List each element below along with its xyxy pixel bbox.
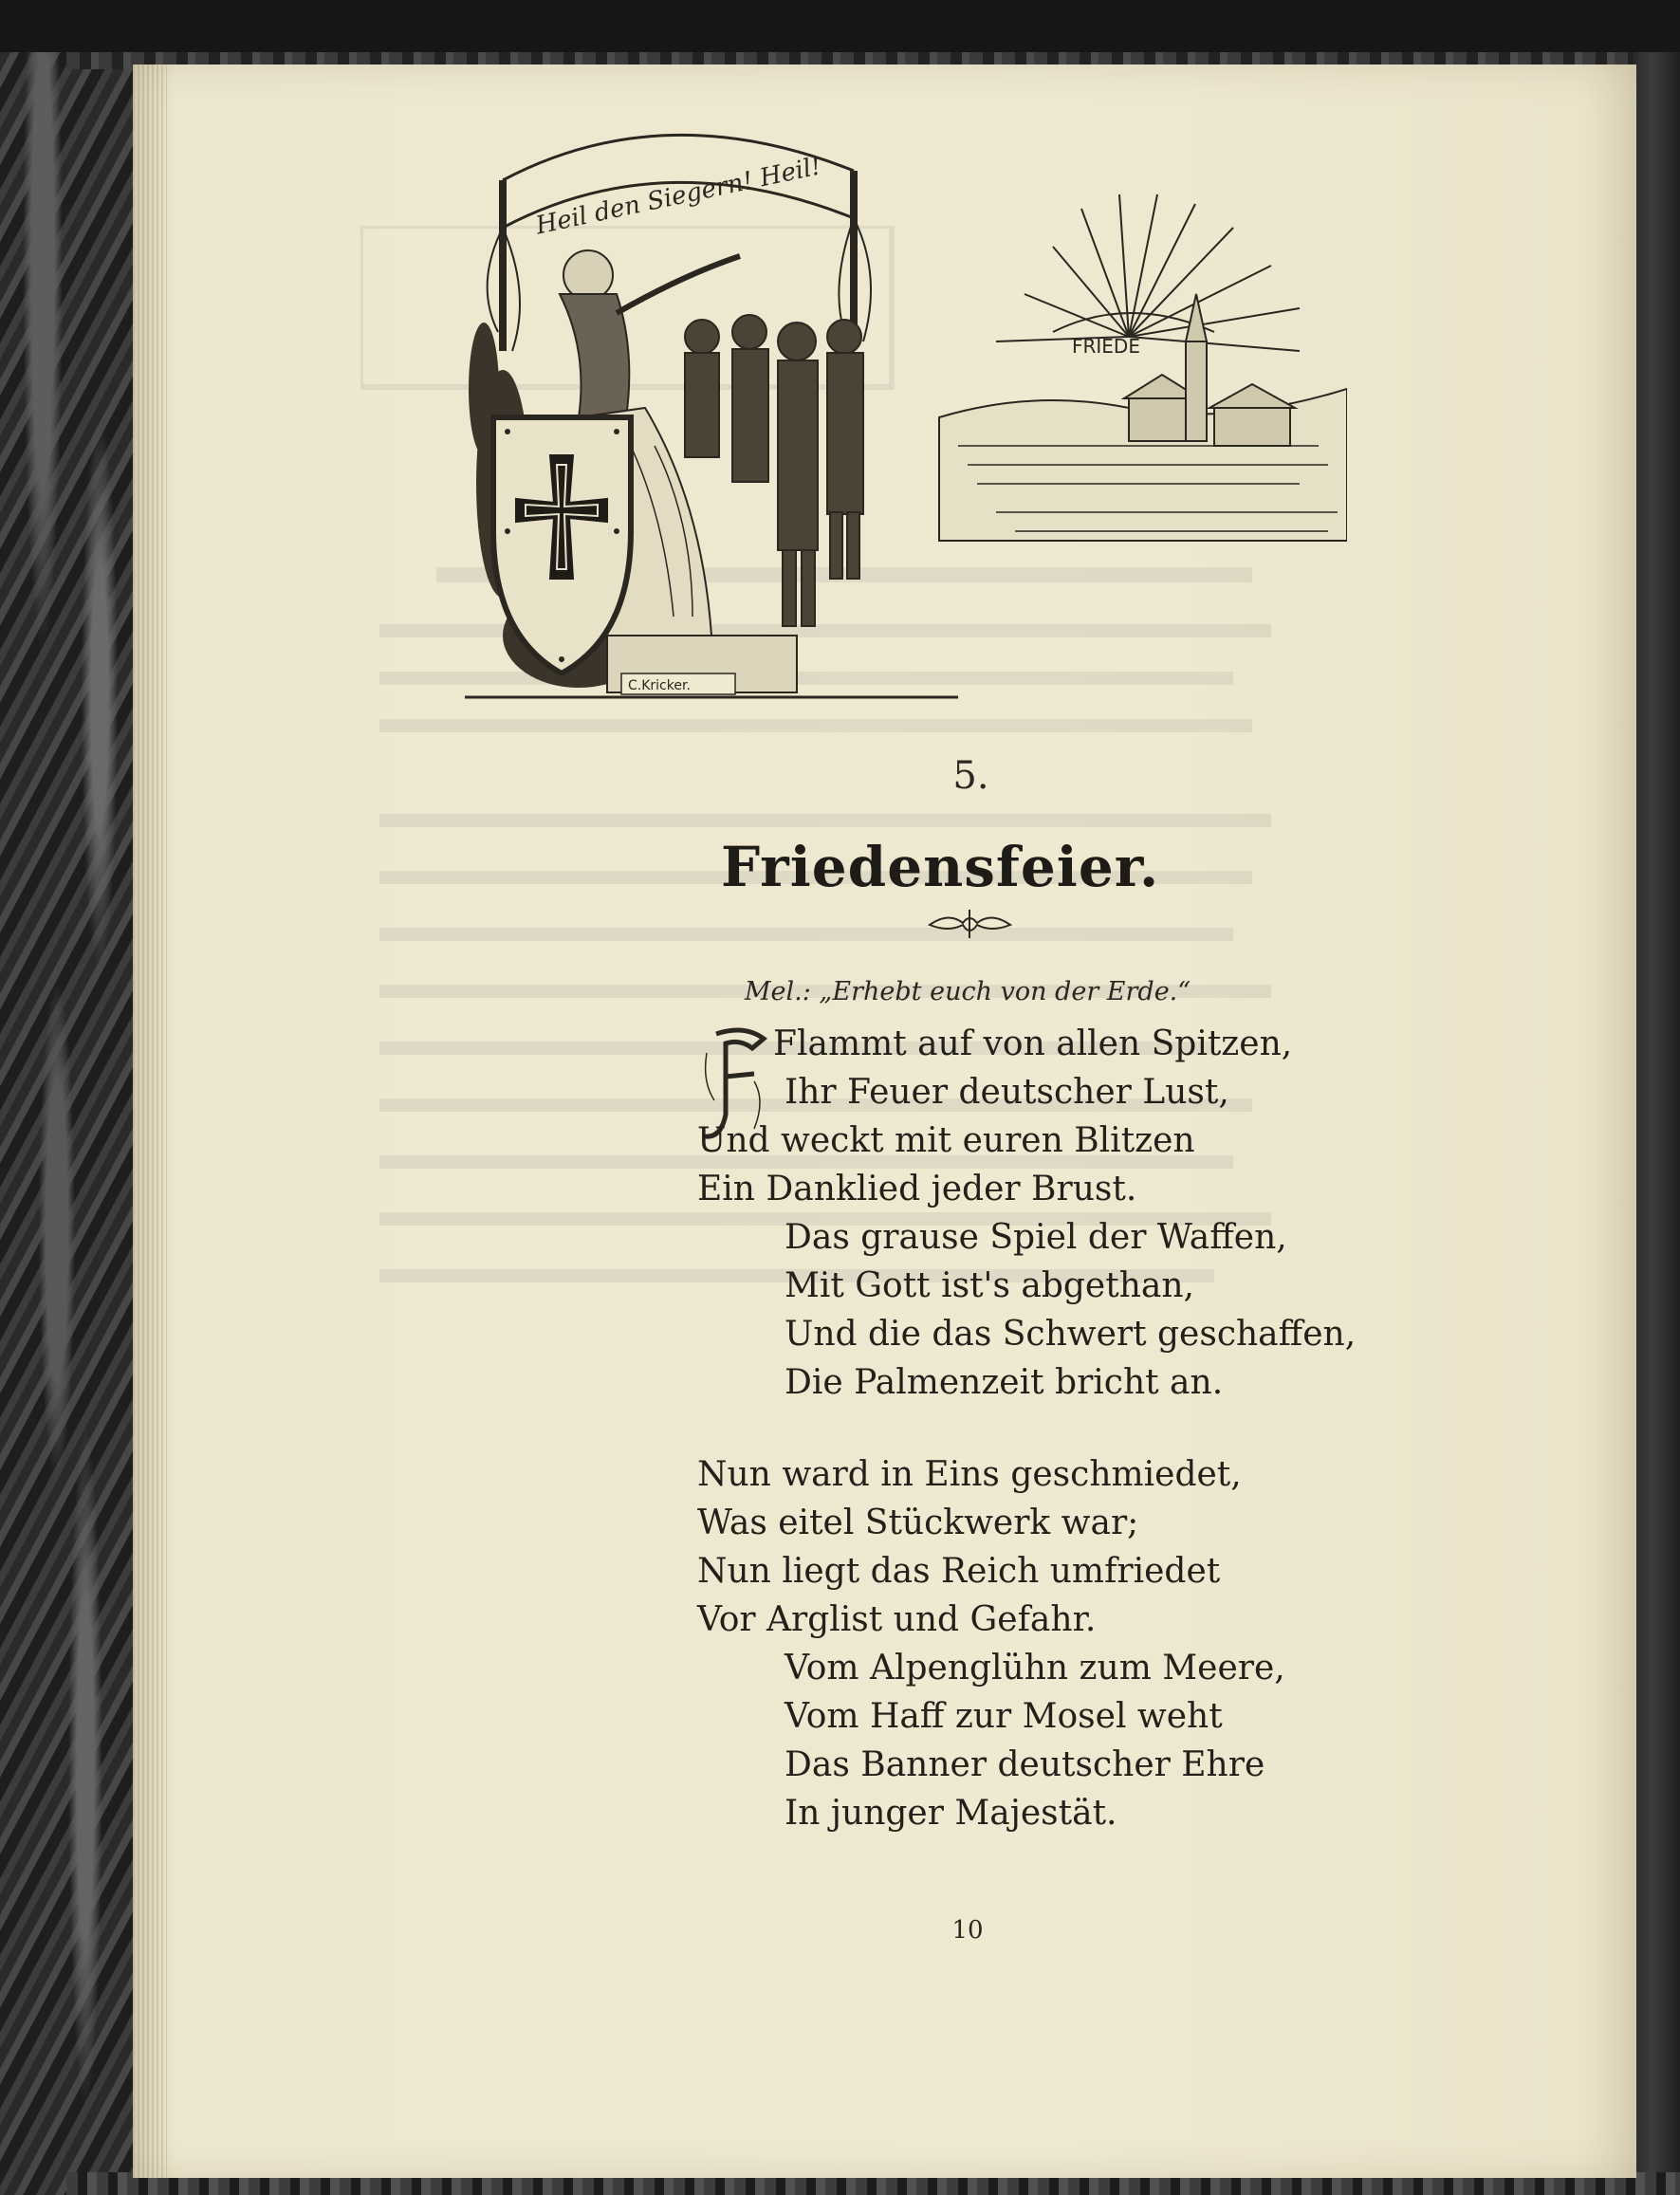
- verse-line: Und die das Schwert geschaffen,: [785, 1315, 1357, 1354]
- verse-line: Ein Danklied jeder Brust.: [697, 1170, 1137, 1208]
- cover-right-edge: [1634, 52, 1680, 2195]
- verse-line: Nun ward in Eins geschmiedet,: [697, 1455, 1242, 1494]
- verse-line: Die Palmenzeit bricht an.: [785, 1363, 1224, 1402]
- verse-line: Das Banner deutscher Ehre: [785, 1745, 1265, 1784]
- verse-line: In junger Majestät.: [785, 1794, 1117, 1833]
- artist-signature: C.Kricker.: [628, 678, 691, 693]
- song-number: [0, 754, 1680, 798]
- melody-note: Mel.: „Erhebt euch von der Erde.“: [744, 977, 1191, 1006]
- verse-line: Ihr Feuer deutscher Lust,: [785, 1073, 1229, 1112]
- verse-line: Vom Haff zur Mosel weht: [785, 1697, 1223, 1736]
- marbled-cover: [0, 52, 142, 2195]
- sun-inscription: FRIEDE: [1072, 335, 1140, 358]
- verse-line: Mit Gott ist's abgethan,: [785, 1266, 1194, 1305]
- soldiers: [685, 315, 863, 626]
- verse-line: Flammt auf von allen Spitzen,: [773, 1024, 1293, 1063]
- verse-line: Vor Arglist und Gefahr.: [697, 1600, 1097, 1639]
- verse-line: Nun liegt das Reich umfriedet: [697, 1552, 1221, 1591]
- verse-line: Was eitel Stückwerk war;: [697, 1503, 1139, 1542]
- illustration-peace-celebration: [465, 104, 1347, 711]
- song-title: Friedensfeier.: [721, 835, 1160, 899]
- stanza-gap: [697, 1407, 1380, 1450]
- ornament-divider: [925, 906, 1015, 940]
- poem: [697, 1020, 1380, 1837]
- verse-line: Und weckt mit euren Blitzen: [697, 1121, 1195, 1160]
- sun-rays: [996, 194, 1300, 351]
- song-number-text: 5.: [952, 754, 989, 798]
- banner-inscription: Heil den Siegern! Heil!: [533, 152, 824, 241]
- page-number: 10: [951, 1916, 984, 1945]
- verse-line: Vom Alpenglühn zum Meere,: [785, 1649, 1285, 1688]
- verse-line: Das grause Spiel der Waffen,: [785, 1218, 1287, 1257]
- page-fold: [133, 65, 167, 2178]
